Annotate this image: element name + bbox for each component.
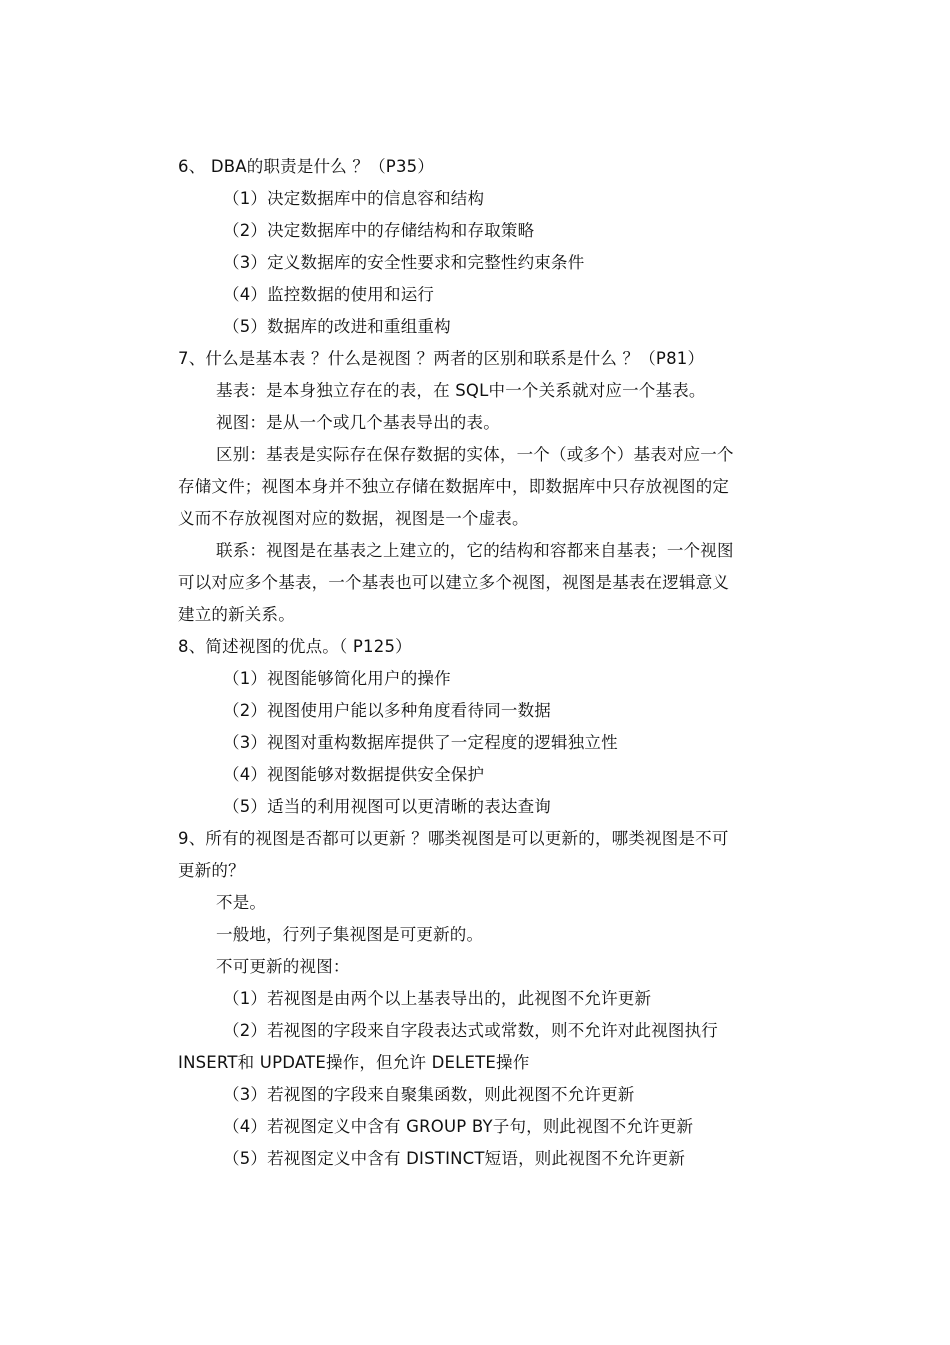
q9-paragraph-1: 不是。	[216, 893, 267, 912]
q9-item-2-continued: INSERT和 UPDATE操作，但允许 DELETE操作	[178, 1053, 530, 1072]
q8-item-2: （2）视图使用户能以多种角度看待同一数据	[223, 701, 551, 720]
q9-item-3: （3）若视图的字段来自聚集函数，则此视图不允许更新	[223, 1085, 635, 1104]
q8-item-4: （4）视图能够对数据提供安全保护	[223, 765, 485, 784]
q7-paragraph-7: 可以对应多个基表，一个基表也可以建立多个视图，视图是基表在逻辑意义	[178, 573, 730, 592]
question-6: 6、 DBA的职责是什么 ？（P35）	[178, 157, 435, 176]
q6-item-5: （5）数据库的改进和重组重构	[223, 317, 451, 336]
q7-paragraph-1: 基表：是本身独立存在的表，在 SQL中一个关系就对应一个基表。	[216, 381, 706, 400]
q6-item-4: （4）监控数据的使用和运行	[223, 285, 435, 304]
q9-item-4: （4）若视图定义中含有 GROUP BY子句，则此视图不允许更新	[223, 1117, 694, 1136]
question-8: 8、简述视图的优点。（ P125）	[178, 637, 412, 656]
q8-item-1: （1）视图能够简化用户的操作	[223, 669, 451, 688]
q6-item-3: （3）定义数据库的安全性要求和完整性约束条件	[223, 253, 585, 272]
q9-item-1: （1）若视图是由两个以上基表导出的，此视图不允许更新	[223, 989, 652, 1008]
q7-paragraph-6: 联系：视图是在基表之上建立的，它的结构和容都来自基表；一个视图	[216, 541, 734, 560]
q8-item-5: （5）适当的利用视图可以更清晰的表达查询	[223, 797, 551, 816]
q9-paragraph-2: 一般地，行列子集视图是可更新的。	[216, 925, 484, 944]
q9-item-5: （5）若视图定义中含有 DISTINCT短语，则此视图不允许更新	[223, 1149, 686, 1168]
question-9-line-1: 9、所有的视图是否都可以更新 ？哪类视图是可以更新的，哪类视图是不可	[178, 829, 729, 848]
q6-item-1: （1）决定数据库中的信息容和结构	[223, 189, 485, 208]
q7-paragraph-5: 义而不存放视图对应的数据，视图是一个虚表。	[178, 509, 529, 528]
q7-paragraph-8: 建立的新关系。	[178, 605, 295, 624]
q7-paragraph-2: 视图：是从一个或几个基表导出的表。	[216, 413, 500, 432]
question-9-line-2: 更新的？	[178, 861, 245, 880]
q9-item-2: （2）若视图的字段来自字段表达式或常数，则不允许对此视图执行	[223, 1021, 718, 1040]
question-7: 7、什么是基本表 ？什么是视图 ？两者的区别和联系是什么 ？（P81）	[178, 349, 705, 368]
q8-item-3: （3）视图对重构数据库提供了一定程度的逻辑独立性	[223, 733, 618, 752]
q7-paragraph-3: 区别：基表是实际存在保存数据的实体，一个（或多个）基表对应一个	[216, 445, 734, 464]
q7-paragraph-4: 存储文件；视图本身并不独立存储在数据库中，即数据库中只存放视图的定	[178, 477, 730, 496]
q9-paragraph-3: 不可更新的视图：	[216, 957, 350, 976]
q6-item-2: （2）决定数据库中的存储结构和存取策略	[223, 221, 535, 240]
